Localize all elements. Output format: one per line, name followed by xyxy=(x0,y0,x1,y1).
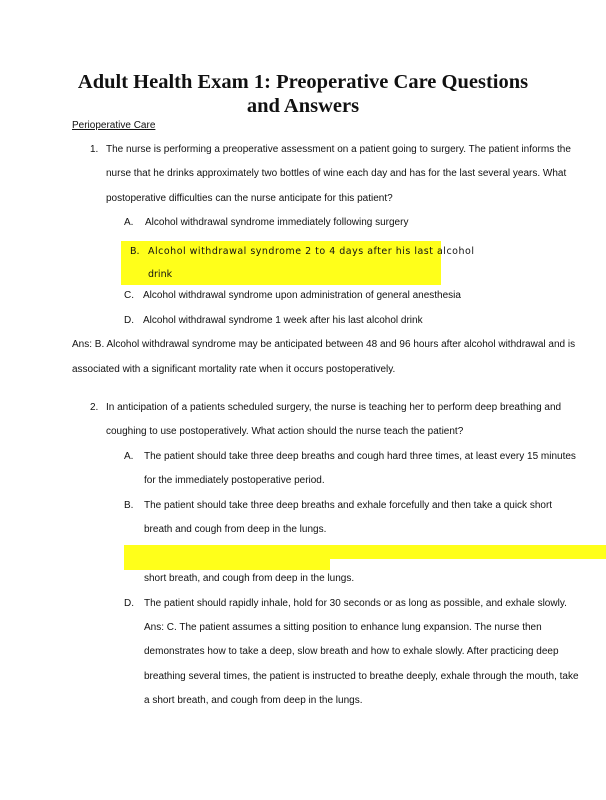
option-text: The patient should rapidly inhale, hold for 30 seconds or as long as possible, and exhale slowly. xyxy=(144,598,567,609)
option-text: Alcohol withdrawal syndrome 1 week after his last alcohol drink xyxy=(143,315,423,326)
option-text: Alcohol withdrawal syndrome immediately following surgery xyxy=(145,217,409,228)
question-text-line: The nurse is performing a preoperative assessment on a patient going to surgery. The patient informs the xyxy=(106,144,571,155)
option-letter: A. xyxy=(124,217,134,228)
option-text: short breath, and cough from deep in the lungs. xyxy=(144,573,355,584)
answer-explanation-line: Ans: C. The patient assumes a sitting position to enhance lung expansion. The nurse then xyxy=(144,622,542,633)
option-letter: D. xyxy=(124,598,134,609)
option-letter: B. xyxy=(130,246,140,257)
option-letter: C. xyxy=(124,290,134,301)
document-title xyxy=(60,70,546,118)
option-letter: A. xyxy=(124,451,134,462)
option-text: Alcohol withdrawal syndrome upon administration of general anesthesia xyxy=(143,290,461,301)
answer-explanation-line: Ans: B. Alcohol withdrawal syndrome may be anticipated between 48 and 96 hours after alcohol withdrawal and is xyxy=(72,339,576,350)
title-line: Adult Health Exam 1: Preoperative Care Questions xyxy=(77,71,529,93)
question-text-line: postoperative difficulties can the nurse anticipate for this patient? xyxy=(106,193,393,204)
answer-explanation-line: demonstrates how to take a deep, slow breath and how to exhale slowly. After practicing deep xyxy=(144,646,559,657)
title-line: and Answers xyxy=(246,95,360,117)
highlight-correct-answer xyxy=(124,557,330,570)
question-text-line: coughing to use postoperatively. What action should the nurse teach the patient? xyxy=(106,426,464,437)
option-text: drink xyxy=(148,269,173,280)
question-number: 2. xyxy=(90,402,99,413)
question-text-line: nurse that he drinks approximately two bottles of wine each day and has for the last several years. What xyxy=(106,168,567,179)
option-text: Alcohol withdrawal syndrome 2 to 4 days after his last alcohol xyxy=(148,246,475,257)
answer-explanation-line: breathing several times, the patient is instructed to breathe deeply, exhale through the mouth, take xyxy=(144,671,579,682)
option-text: for the immediately postoperative period. xyxy=(144,475,325,486)
question-number: 1. xyxy=(90,144,99,155)
option-text: The patient should take three deep breaths and exhale forcefully and then take a quick short xyxy=(144,500,553,511)
answer-explanation-line: associated with a significant mortality rate when it occurs postoperatively. xyxy=(72,364,396,375)
option-letter: B. xyxy=(124,500,134,511)
option-text: The patient should take three deep breaths and cough hard three times, at least every 15 minutes xyxy=(144,451,576,462)
option-text: breath and cough from deep in the lungs. xyxy=(144,524,327,535)
section-heading: Perioperative Care xyxy=(72,120,156,131)
answer-explanation-line: a short breath, and cough from deep in the lungs. xyxy=(144,695,363,706)
question-text-line: In anticipation of a patients scheduled surgery, the nurse is teaching her to perform deep breathing and xyxy=(106,402,562,413)
option-letter: D. xyxy=(124,315,134,326)
